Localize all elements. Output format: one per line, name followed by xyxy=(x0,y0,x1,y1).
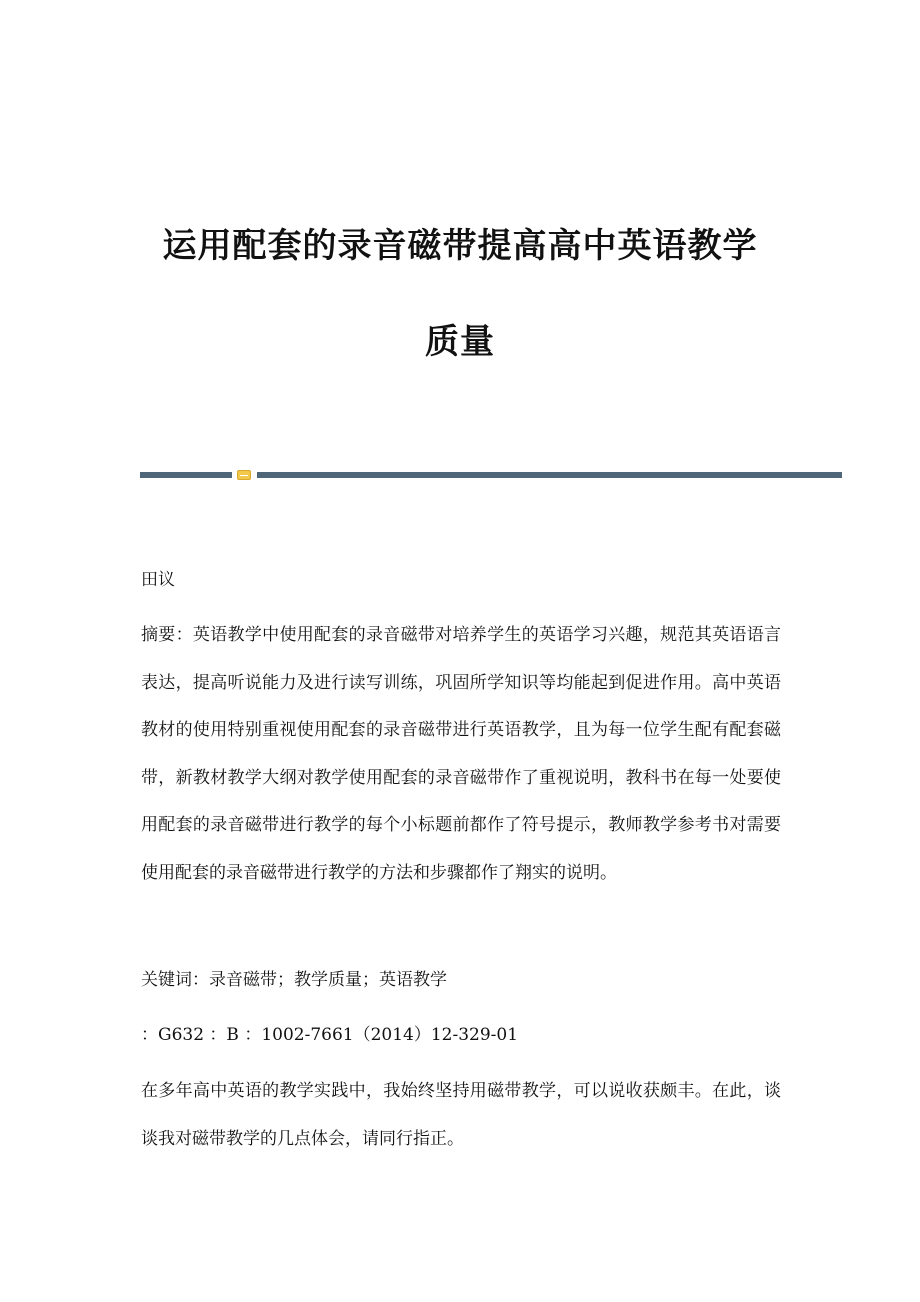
document-title-line-2: 质量 xyxy=(425,322,495,362)
envelope-icon xyxy=(237,470,251,480)
title-divider xyxy=(140,470,842,480)
divider-bar-left xyxy=(140,472,232,478)
divider-bar-right xyxy=(257,472,842,478)
keywords-line: 关键词：录音磁带；教学质量；英语教学 xyxy=(141,970,447,990)
abstract-paragraph: 摘要：英语教学中使用配套的录音磁带对培养学生的英语学习兴趣，规范其英语语言表达，提高听说能力及进行读写训练，巩固所学知识等均能起到促进作用。高中英语教材的使用特别重视使用配套的录音磁带进行英语教学，且为每一位学生配有配套磁带，新教材教学大纲对教学使用配套的录音磁带作了重视说明，教科书在每一处要使用配套的录音磁带进行教学的每个小标题前都作了符号提示，教师教学参考书对需要使用配套的录音磁带进行教学的方法和步骤都作了翔实的说明。 xyxy=(141,625,781,883)
author-name: 田议 xyxy=(141,570,175,590)
document-title-line-1: 运用配套的录音磁带提高高中英语教学 xyxy=(162,226,758,266)
classification-line: ：G632 ：B ：1002-7661（2014）12-329-01 xyxy=(141,1025,519,1045)
body-paragraph: 在多年高中英语的教学实践中，我始终坚持用磁带教学，可以说收获颇丰。在此，谈谈我对磁带教学的几点体会，请同行指正。 xyxy=(141,1081,781,1149)
